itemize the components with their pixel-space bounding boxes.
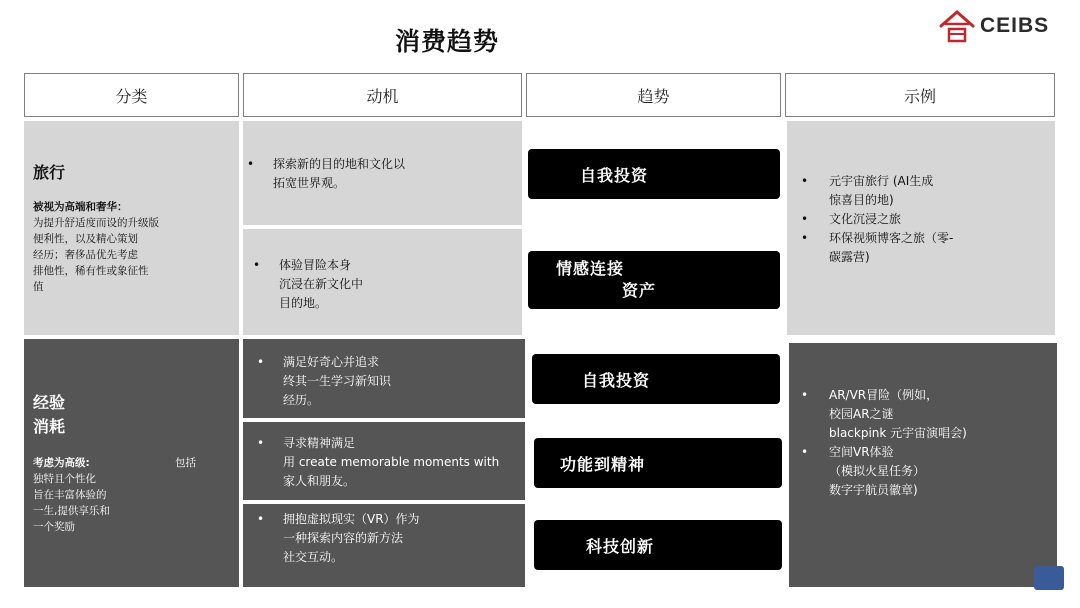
travel-motivation-1: • 探索新的目的地和文化以 拓宽世界观。	[243, 121, 522, 225]
trend-pill-function-to-spirit: 功能到精神	[534, 438, 782, 488]
experience-description: 考虑为高级: 包括 独特且个性化 旨在丰富体验的 一生,提供享乐和 一个奖励	[33, 457, 196, 533]
trend-pill-tech-innovation: 科技创新	[534, 520, 782, 570]
travel-title: 旅行	[33, 163, 66, 182]
list-item: • 环保视频博客之旅（零- 碳露营)	[801, 231, 954, 264]
list-item: • AR/VR冒险（例如， 校园AR之谜 blackpink 元宇宙演唱会)	[801, 388, 967, 440]
experience-motivation-1: • 满足好奇心并追求 终其一生学习新知识 经历。	[243, 339, 525, 418]
travel-category-panel	[24, 121, 239, 335]
travel-motivation-2: • 体验冒险本身 沉浸在新文化中 目的地。	[243, 229, 522, 335]
experience-title: 经验 消耗	[33, 393, 66, 436]
ceibs-logo-icon	[938, 10, 976, 44]
trend-pill-self-investment-2: 自我投资	[532, 354, 780, 404]
trend-pill-self-investment: 自我投资	[528, 149, 780, 199]
header-examples: 示例	[785, 73, 1055, 117]
trend-pill-emotional-asset: 情感连接 资产	[528, 251, 780, 309]
experience-examples-list	[801, 386, 967, 500]
list-item: • 文化沉浸之旅	[801, 212, 902, 226]
list-item: • 元宇宙旅行 (AI生成 惊喜目的地)	[801, 174, 934, 207]
experience-motivation-2: • 寻求精神满足 用 create memorable moments with 家人和朋友。	[243, 422, 525, 500]
travel-examples-list	[801, 172, 953, 267]
corner-badge	[1034, 566, 1064, 590]
experience-examples-panel	[789, 343, 1057, 587]
header-trend: 趋势	[526, 73, 781, 117]
header-category: 分类	[24, 73, 239, 117]
experience-category-panel	[24, 339, 239, 587]
travel-description: 被视为高端和奢华： 为提升舒适度而设的升级版 便利性，以及精心策划 经历；奢侈品优先考虑 排他性，稀有性或象征性 值	[33, 201, 159, 293]
travel-examples-panel	[787, 121, 1055, 335]
logo-text: CEIBS	[980, 14, 1050, 37]
page-title: 消费趋势	[395, 27, 500, 56]
list-item: • 空间VR体验 （模拟火星任务） 数字宇航员徽章)	[801, 445, 926, 497]
ceibs-logo	[938, 8, 1068, 48]
header-motivation: 动机	[243, 73, 522, 117]
experience-motivation-3: • 拥抱虚拟现实（VR）作为 一种探索内容的新方法 社交互动。	[243, 504, 525, 587]
